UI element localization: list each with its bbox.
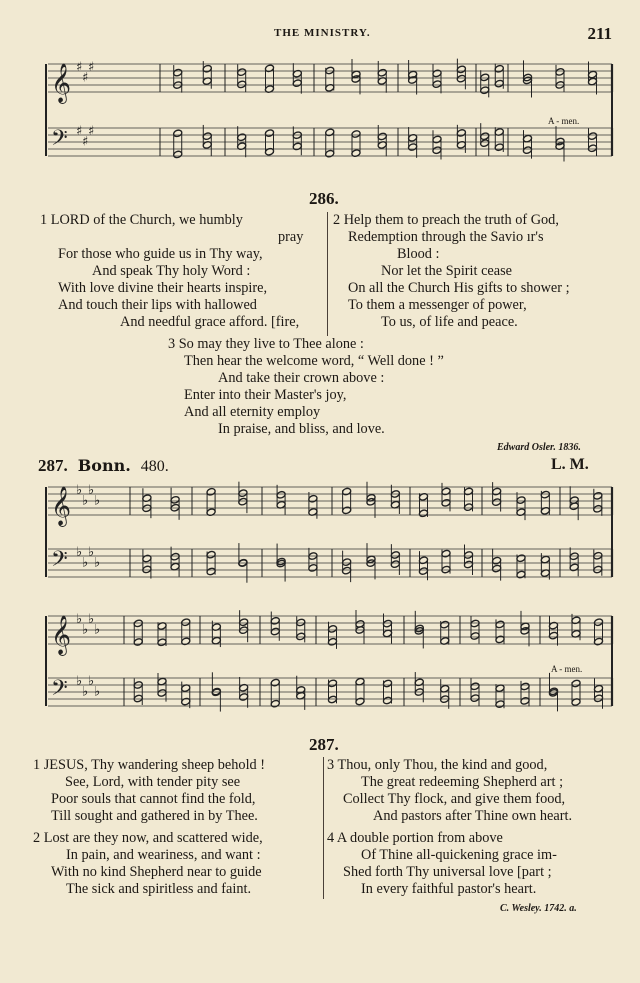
sharp-icon: ♯ — [82, 70, 89, 86]
note-head — [456, 129, 466, 138]
verse-line: And needful grace afford. [fire, — [120, 314, 300, 330]
note-head — [523, 146, 533, 155]
note-head — [495, 620, 505, 629]
bass-clef-icon: 𝄢 — [51, 547, 68, 577]
flat-icon: ♭ — [88, 674, 95, 689]
note-head — [237, 80, 247, 89]
verse-line: And all eternity employ — [184, 404, 321, 420]
verse-line: pray — [278, 229, 304, 245]
note-head — [292, 79, 302, 88]
note-head — [270, 678, 280, 687]
note-head — [390, 551, 400, 560]
note-head — [441, 499, 451, 508]
note-head — [328, 679, 338, 688]
note-head — [383, 619, 393, 628]
note-head — [239, 693, 249, 702]
verse-line: Shed forth Thy universal love [part ; — [343, 864, 552, 880]
note-head — [470, 682, 480, 691]
note-head — [383, 679, 393, 688]
note-head — [492, 556, 502, 565]
note-head — [238, 497, 248, 506]
note-head — [342, 558, 352, 567]
note-head — [492, 564, 502, 573]
flat-icon: ♭ — [82, 555, 89, 571]
flat-icon: ♭ — [76, 612, 83, 627]
verse-line: Of Thine all-quickening grace im- — [361, 847, 557, 863]
note-head — [157, 689, 167, 698]
verse-line: On all the Church His gifts to shower ; — [348, 280, 570, 296]
note-head — [494, 143, 504, 152]
flat-icon: ♭ — [82, 684, 89, 700]
note-head — [516, 496, 526, 505]
note-head — [308, 564, 318, 573]
verse-line: See, Lord, with tender pity see — [65, 774, 241, 790]
note-head — [464, 560, 474, 569]
note-head — [432, 135, 442, 144]
note-head — [549, 631, 559, 640]
flat-icon: ♭ — [76, 674, 83, 689]
hymn-286-verse-1 — [40, 212, 324, 331]
verse-line: Enter into their Master's joy, — [184, 387, 347, 403]
note-head — [142, 554, 152, 563]
flat-icon: ♭ — [94, 622, 101, 638]
tune-name: Bonn. — [77, 456, 131, 475]
verse-line: 2 Lost are they now, and scattered wide, — [33, 830, 263, 846]
note-head — [351, 130, 361, 139]
note-head — [464, 551, 474, 560]
flat-icon: ♭ — [88, 545, 95, 560]
note-head — [377, 68, 387, 77]
verse-line: And touch their lips with hallowed — [58, 297, 257, 313]
treble-clef-icon: 𝄞 — [51, 63, 72, 103]
note-head — [494, 65, 504, 74]
note-head — [571, 679, 581, 688]
note-head — [495, 635, 505, 644]
note-head — [157, 677, 167, 686]
verse-line: For those who guide us in Thy way, — [58, 246, 263, 262]
note-head — [342, 487, 352, 496]
note-head — [383, 696, 393, 705]
column-divider-286 — [327, 212, 328, 336]
note-head — [440, 620, 450, 629]
note-head — [270, 617, 280, 626]
hymn-287-attribution: C. Wesley. 1742. a. — [500, 903, 577, 914]
verse-line: With love divine their hearts inspire, — [58, 280, 268, 296]
verse-line: And speak Thy holy Word : — [92, 263, 251, 279]
verse-line: In pain, and weariness, and want : — [66, 847, 261, 863]
note-head — [588, 144, 598, 153]
note-head — [540, 490, 550, 499]
note-head — [296, 618, 306, 627]
note-head — [202, 64, 212, 73]
flat-icon: ♭ — [76, 483, 83, 498]
verse-line: The great redeeming Shepherd art ; — [361, 774, 564, 790]
verse-line: Poor souls that cannot find the fold, — [51, 791, 256, 807]
note-head — [594, 694, 604, 703]
treble-clef-icon: 𝄞 — [51, 486, 72, 526]
note-head — [419, 567, 429, 576]
hymn-286-verse-3 — [168, 336, 498, 438]
verse-line: Nor let the Spirit cease — [381, 263, 513, 279]
note-head — [441, 487, 451, 496]
note-head — [328, 638, 338, 647]
hymn-286-verse-2 — [333, 212, 623, 331]
flat-icon: ♭ — [82, 493, 89, 509]
note-head — [594, 618, 604, 627]
note-head — [470, 632, 480, 641]
note-head — [206, 488, 216, 497]
hymn-286-number: 286. — [309, 189, 339, 208]
note-head — [170, 496, 180, 505]
note-head — [456, 74, 466, 83]
note-head — [238, 489, 248, 498]
running-head — [0, 24, 640, 43]
bass-clef-icon: 𝄢 — [51, 676, 68, 706]
flat-icon: ♭ — [94, 684, 101, 700]
note-head — [470, 619, 480, 628]
note-head — [464, 503, 474, 512]
note-head — [470, 694, 480, 703]
note-head — [593, 492, 603, 501]
note-head — [464, 487, 474, 496]
verse-line: 3 Thou, only Thou, the kind and good, — [327, 757, 548, 773]
note-head — [494, 79, 504, 88]
flat-icon: ♭ — [88, 483, 95, 498]
note-head — [206, 567, 216, 576]
note-head — [342, 506, 352, 515]
note-head — [325, 149, 335, 158]
amen-label-top: A - men. — [548, 116, 580, 126]
note-head — [133, 638, 143, 647]
note-head — [202, 132, 212, 141]
note-head — [495, 700, 505, 709]
sharp-icon: ♯ — [88, 60, 95, 75]
verse-line: To them a messenger of power, — [348, 297, 527, 313]
note-head — [173, 150, 183, 159]
note-head — [270, 627, 280, 636]
note-head — [588, 70, 598, 79]
hymn-287-number: 287. — [309, 735, 339, 754]
amen-label-287: A - men. — [551, 664, 583, 674]
note-head — [593, 565, 603, 574]
music-system-287-a — [40, 477, 620, 599]
note-head — [157, 638, 167, 647]
note-head — [419, 509, 429, 518]
flat-icon: ♭ — [88, 612, 95, 627]
verse-line: The sick and spiritless and faint. — [66, 881, 252, 897]
note-head — [181, 618, 191, 627]
note-head — [206, 550, 216, 559]
hymn-287-verse-4 — [327, 830, 627, 898]
note-head — [516, 554, 526, 563]
note-head — [142, 565, 152, 574]
verse-line: 2 Help them to preach the truth of God, — [333, 212, 559, 228]
note-head — [588, 132, 598, 141]
note-head — [492, 498, 502, 507]
tune-287-heading — [38, 456, 169, 476]
flat-icon: ♭ — [94, 493, 101, 509]
music-system-287-b — [40, 606, 620, 728]
note-head — [328, 625, 338, 634]
note-head — [520, 697, 530, 706]
page-number: 211 — [587, 24, 612, 43]
note-head — [265, 129, 275, 138]
note-head — [520, 682, 530, 691]
verse-line: Collect Thy flock, and give them food, — [343, 791, 566, 807]
music-system-top — [40, 52, 620, 182]
note-head — [270, 699, 280, 708]
tune-287-number: 287. — [38, 456, 68, 475]
tune-287-meter: L. M. — [551, 456, 589, 473]
note-head — [441, 565, 451, 574]
column-divider-287 — [323, 757, 324, 899]
note-head — [588, 77, 598, 86]
flat-icon: ♭ — [76, 545, 83, 560]
sharp-icon: ♯ — [82, 134, 89, 150]
verse-line: And take their crown above : — [218, 370, 385, 386]
note-head — [480, 139, 490, 148]
flat-icon: ♭ — [82, 622, 89, 638]
verse-line: In praise, and bliss, and love. — [218, 421, 385, 437]
note-head — [390, 560, 400, 569]
verse-line: Redemption through the Savio ır's — [348, 229, 544, 245]
note-head — [432, 146, 442, 155]
note-head — [555, 68, 565, 77]
note-head — [480, 73, 490, 82]
note-head — [325, 66, 335, 75]
hymn-287-verse-2 — [33, 830, 323, 898]
note-head — [342, 566, 352, 575]
bass-clef-icon: 𝄢 — [51, 126, 68, 156]
note-head — [432, 80, 442, 89]
note-head — [239, 618, 249, 627]
note-head — [540, 555, 550, 564]
verse-line: In every faithful pastor's heart. — [361, 881, 537, 897]
sharp-icon: ♯ — [76, 60, 83, 75]
verse-line: Blood : — [397, 246, 440, 262]
note-head — [383, 629, 393, 638]
note-head — [492, 487, 502, 496]
note-head — [480, 132, 490, 141]
note-head — [173, 68, 183, 77]
verse-line: Then hear the welcome word, “ Well done ! ” — [184, 353, 444, 369]
flat-icon: ♭ — [94, 555, 101, 571]
note-head — [432, 69, 442, 78]
hymn-287-verse-1 — [33, 757, 323, 825]
sharp-icon: ♯ — [88, 124, 95, 139]
treble-clef-icon: 𝄞 — [51, 615, 72, 655]
tune-reference: 480. — [140, 458, 169, 475]
note-head — [308, 494, 318, 503]
verse-line: 1 LORD of the Church, we humbly — [40, 212, 243, 228]
note-head — [296, 632, 306, 641]
verse-line: To us, of life and peace. — [381, 314, 518, 330]
verse-line: And pastors after Thine own heart. — [373, 808, 573, 824]
note-head — [516, 570, 526, 579]
verse-line: Till sought and gathered in by Thee. — [51, 808, 258, 824]
note-head — [173, 129, 183, 138]
note-head — [276, 491, 286, 500]
running-title: THE MINISTRY. — [274, 27, 371, 39]
note-head — [355, 697, 365, 706]
verse-line: 1 JESUS, Thy wandering sheep behold ! — [33, 757, 266, 773]
note-head — [133, 694, 143, 703]
note-head — [456, 65, 466, 74]
hymn-286-attribution: Edward Osler. 1836. — [497, 442, 581, 453]
note-head — [237, 68, 247, 77]
note-head — [170, 552, 180, 561]
hymn-287-verse-3 — [327, 757, 627, 825]
note-head — [441, 549, 451, 558]
note-head — [237, 133, 247, 142]
verse-line: 3 So may they live to Thee alone : — [168, 336, 364, 352]
note-head — [328, 695, 338, 704]
note-head — [377, 132, 387, 141]
verse-line: With no kind Shepherd near to guide — [51, 864, 262, 880]
note-head — [593, 505, 603, 514]
note-head — [408, 143, 418, 152]
note-head — [480, 86, 490, 95]
note-head — [594, 637, 604, 646]
sharp-icon: ♯ — [76, 124, 83, 139]
verse-line: 4 A double portion from above — [327, 830, 503, 846]
